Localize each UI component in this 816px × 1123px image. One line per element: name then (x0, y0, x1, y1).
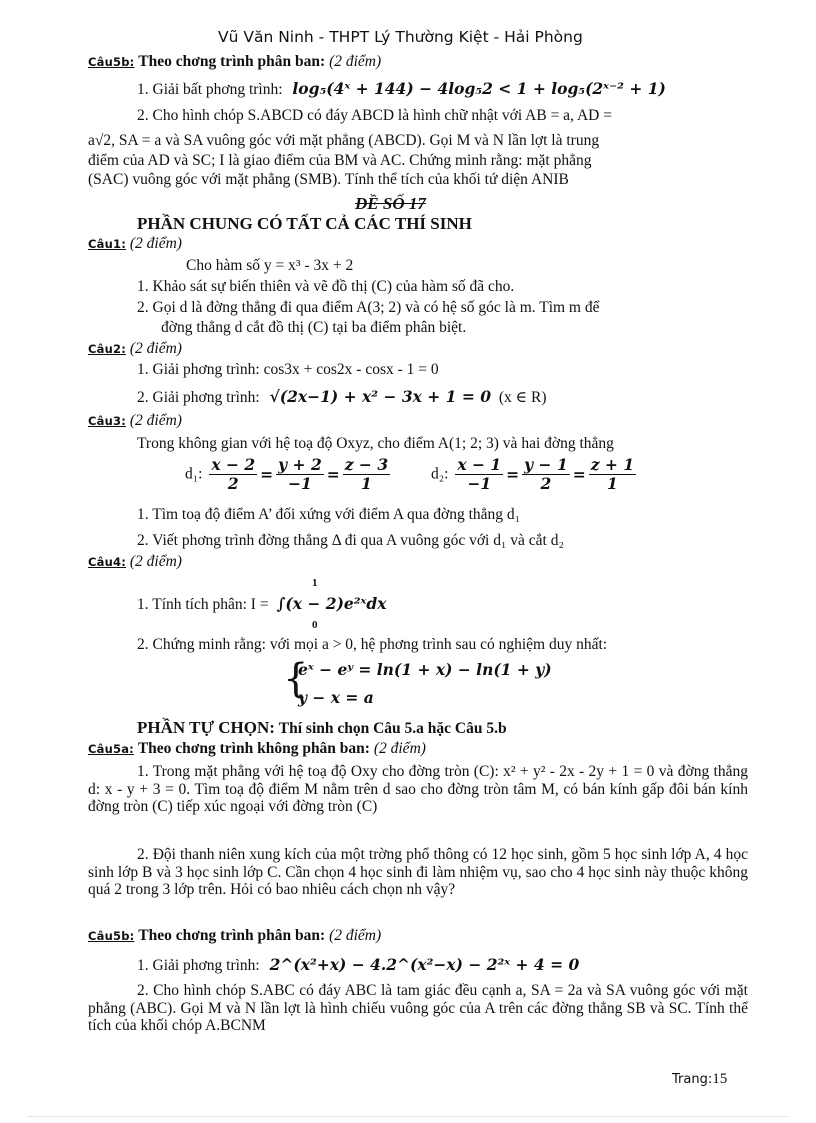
section-points: (2 điểm) (129, 340, 182, 357)
section-label: Câu5b: (88, 55, 135, 69)
denominator: 1 (607, 474, 618, 493)
numerator: z − 3 (344, 455, 389, 474)
integral-upper-limit: 1 (312, 577, 318, 589)
question-text: 1. Tính tích phân: I = (137, 596, 269, 613)
section-points: (2 điểm) (129, 235, 182, 252)
fraction (209, 456, 257, 493)
cau3-item2: 2. Viết phơng trình đờng thẳng Δ đi qua A vuông góc với d₁ và cắt d₂ (137, 532, 564, 549)
page-footer (672, 1070, 727, 1089)
cau2-item2 (137, 388, 547, 407)
cau4-item1 (137, 595, 386, 614)
denominator: −1 (288, 474, 312, 493)
top-q2-line2: a√2, SA = a và SA vuông góc với mặt phẳng (ABCD). Gọi M và N lần lợt là trung (88, 132, 600, 149)
section-title: Theo chơng trình phân ban: (138, 53, 326, 70)
cau2-item1: 1. Giải phơng trình: cos3x + cos2x - cosx - 1 = 0 (137, 361, 439, 378)
cau5a-paragraph2: 2. Đội thanh niên xung kích của một trờng phổ thông có 12 học sinh, gồm 5 học sinh lớp A, 4 học sinh lớp B và 3 học sinh lớp C. Cần chọn 4 học sinh đi làm nhiệm vụ, sao cho 4 học sinh này thuộc không quá 2 trong 3 lớp trên. Hỏi có bao nhiêu cách chọn nh vậy? (88, 846, 748, 899)
cau4-heading (88, 553, 182, 571)
cau1-intro: Cho hàm số y = x³ - 3x + 2 (186, 257, 354, 274)
section-points: (2 điểm) (373, 740, 426, 757)
section-label: Câu4: (88, 555, 126, 569)
optional-part-subtitle: Thí sinh chọn Câu 5.a hặc Câu 5.b (278, 720, 507, 737)
domain-note: (x ∈ R) (498, 389, 547, 406)
top-q1 (137, 80, 666, 99)
fraction (276, 456, 324, 493)
line-label: d₁: (185, 465, 203, 483)
fraction (343, 456, 390, 493)
section-label: Câu5b: (88, 929, 135, 943)
cau5b-item1 (137, 956, 579, 975)
equals-sign: = (506, 465, 520, 484)
equation-formula: √(2x−1) + x² − 3x + 1 = 0 (269, 387, 491, 406)
line-label: d₂: (431, 465, 449, 483)
denominator: 1 (361, 474, 372, 493)
equals-sign: = (572, 465, 586, 484)
optional-part-heading (137, 719, 507, 738)
section-label: Câu1: (88, 237, 126, 251)
section-points: (2 điểm) (129, 412, 182, 429)
numerator: z + 1 (590, 455, 635, 474)
exponential-equation: 2^(x²+x) − 4.2^(x²−x) − 2²ˣ + 4 = 0 (269, 955, 580, 974)
section-title: Theo chơng trình phân ban: (138, 927, 326, 944)
section-label: Câu2: (88, 342, 126, 356)
cau1-item2a: 2. Gọi d là đờng thẳng đi qua điểm A(3; 2) và có hệ số góc là m. Tìm m để (137, 299, 600, 316)
top-q2-line3: điểm của AD và SC; I là giao điểm của BM và AC. Chứng minh rằng: mặt phẳng (88, 152, 592, 169)
numerator: y − 1 (524, 455, 568, 474)
integral-lower-limit: 0 (312, 619, 318, 631)
cau3-item1: 1. Tìm toạ độ điểm A’ đối xứng với điểm A qua đờng thẳng d₁ (137, 506, 521, 523)
line-d2-equation (431, 456, 639, 493)
denominator: 2 (227, 474, 239, 493)
system-equation-1: eˣ − eʸ = ln(1 + x) − ln(1 + y) (298, 660, 552, 679)
cau5a-heading (88, 740, 426, 758)
common-part-heading: PHẦN CHUNG CÓ TẤT CẢ CÁC THÍ SINH (137, 214, 472, 233)
section-label: Câu5a: (88, 742, 134, 756)
equals-sign: = (260, 465, 274, 484)
cau3-intro: Trong không gian với hệ toạ độ Oxyz, cho điểm A(1; 2; 3) và hai đờng thẳng (137, 435, 614, 452)
section-points: (2 điểm) (329, 53, 382, 70)
exam-number-title: ĐỀ SỐ 17 (355, 194, 426, 213)
denominator: −1 (467, 474, 492, 493)
cau5b-paragraph2: 2. Cho hình chóp S.ABC có đáy ABC là tam giác đều cạnh a, SA = 2a và SA vuông góc với mặt phẳng (ABC). Gọi M và N lần lợt là hình chiếu vuông góc của A trên các đờng thẳng SB và SC. Tính thể tích của khối chóp A.BCNM (88, 982, 748, 1035)
cau1-heading (88, 235, 182, 253)
numerator: y + 2 (278, 455, 322, 474)
cau1-item2b: đờng thẳng d cắt đồ thị (C) tại ba điểm phân biệt. (161, 319, 467, 336)
cau1-item1: 1. Khảo sát sự biến thiên và vẽ đồ thị (C) của hàm số đã cho. (137, 278, 515, 295)
integral-formula: ∫(x − 2)e²ˣdx (276, 594, 387, 613)
equals-sign: = (326, 465, 340, 484)
numerator: x − 2 (211, 455, 256, 474)
question-text: 1. Giải phơng trình: (137, 957, 260, 974)
section-title: Theo chơng trình không phân ban: (137, 740, 370, 757)
line-d1-equation (185, 456, 393, 493)
question-text: 2. Giải phơng trình: (137, 389, 260, 406)
top-q2-line1: 2. Cho hình chóp S.ABCD có đáy ABCD là hình chữ nhật với AB = a, AD = (137, 107, 612, 124)
inequality-formula: log₅(4ˣ + 144) − 4log₅2 < 1 + log₅(2ˣ⁻² + 1) (292, 79, 666, 98)
optional-part-title: PHẦN TỰ CHỌN: (137, 718, 275, 737)
cau5b-heading (88, 927, 381, 945)
cau5a-paragraph1: 1. Trong mặt phẳng với hệ toạ độ Oxy cho đờng tròn (C): x² + y² - 2x - 2y + 1 = 0 và đờng thẳng d: x - y + 3 = 0. Tìm toạ độ điểm M nằm trên d sao cho đờng tròn tâm M, có bán kính gấp đôi bán kính đờng tròn (C) tiếp xúc ngoại với đờng tròn (C) (88, 763, 748, 816)
section-points: (2 điểm) (329, 927, 382, 944)
fraction (455, 456, 503, 493)
system-brace: { (283, 656, 309, 702)
denominator: 2 (540, 474, 552, 493)
cau4-item2: 2. Chứng minh rằng: với mọi a > 0, hệ phơng trình sau có nghiệm duy nhất: (137, 636, 608, 653)
footer-divider (28, 1116, 788, 1117)
cau3-heading (88, 412, 182, 430)
question-text: 1. Giải bất phơng trình: (137, 81, 283, 98)
page-label: Trang: (672, 1072, 713, 1087)
fraction (522, 456, 570, 493)
top-q2-line4: (SAC) vuông góc với mặt phẳng (SMB). Tính thể tích của khối tứ diện ANIB (88, 171, 569, 188)
system-equation-2: y − x = a (298, 688, 374, 707)
numerator: x − 1 (457, 455, 502, 474)
page-number: 15 (712, 1071, 728, 1087)
page-header: Vũ Văn Ninh - THPT Lý Thường Kiệt - Hải Phòng (218, 28, 583, 46)
fraction (589, 456, 636, 493)
section-label: Câu3: (88, 414, 126, 428)
top-cau5b-heading (88, 53, 381, 71)
cau2-heading (88, 340, 182, 358)
section-points: (2 điểm) (129, 553, 182, 570)
